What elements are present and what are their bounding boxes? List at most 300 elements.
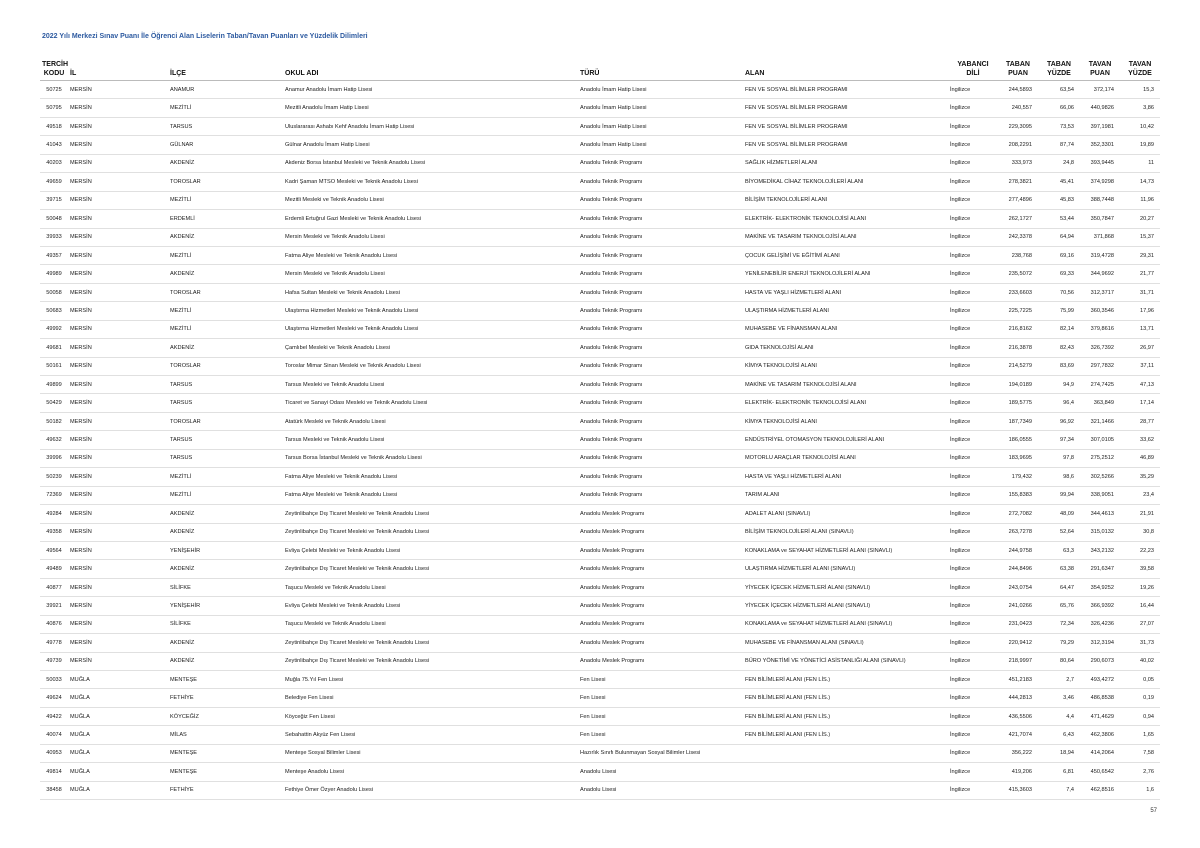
cell-ilce: FETHİYE	[168, 689, 283, 707]
cell-taban-puan: 262,1727	[998, 210, 1038, 228]
cell-il: MUĞLA	[68, 781, 168, 799]
cell-taban-yuzde: 6,43	[1038, 726, 1080, 744]
cell-tavan-puan: 319,4728	[1080, 246, 1120, 264]
table-row	[40, 523, 1160, 541]
cell-alan: YİYECEK İÇECEK HİZMETLERİ ALANI (SINAVLI)	[743, 578, 948, 596]
cell-okul: Sebahattin Akyüz Fen Lisesi	[283, 726, 578, 744]
cell-code: 39921	[40, 597, 68, 615]
cell-alan: FEN VE SOSYAL BİLİMLER PROGRAMI	[743, 136, 948, 154]
cell-code: 49357	[40, 246, 68, 264]
cell-taban-yuzde: 80,64	[1038, 652, 1080, 670]
cell-tavan-yuzde: 37,11	[1120, 357, 1160, 375]
cell-tavan-yuzde: 16,44	[1120, 597, 1160, 615]
cell-tavan-yuzde: 30,8	[1120, 523, 1160, 541]
cell-dil: İngilizce	[948, 302, 998, 320]
cell-tur: Anadolu Teknik Programı	[578, 265, 743, 283]
cell-taban-yuzde: 83,69	[1038, 357, 1080, 375]
col-header-taban-yuzde: TABAN YÜZDE	[1038, 55, 1080, 81]
cell-taban-puan: 451,2183	[998, 671, 1038, 689]
cell-il: MERSİN	[68, 191, 168, 209]
cell-dil: İngilizce	[948, 486, 998, 504]
cell-taban-yuzde: 69,33	[1038, 265, 1080, 283]
cell-taban-puan: 277,4896	[998, 191, 1038, 209]
cell-alan: FEN BİLİMLERİ ALANI (FEN LİS.)	[743, 671, 948, 689]
cell-alan: MAKİNE VE TASARIM TEKNOLOJİSİ ALANI	[743, 228, 948, 246]
cell-alan: FEN VE SOSYAL BİLİMLER PROGRAMI	[743, 99, 948, 117]
cell-il: MERSİN	[68, 173, 168, 191]
col-header-tur: TÜRÜ	[578, 55, 743, 81]
cell-code: 49778	[40, 634, 68, 652]
cell-taban-yuzde: 24,8	[1038, 154, 1080, 172]
cell-taban-puan: 218,9997	[998, 652, 1038, 670]
cell-tur: Anadolu Meslek Programı	[578, 597, 743, 615]
cell-taban-puan: 229,3095	[998, 117, 1038, 135]
cell-taban-yuzde: 2,7	[1038, 671, 1080, 689]
cell-tavan-puan: 291,6347	[1080, 560, 1120, 578]
cell-tavan-puan: 274,7425	[1080, 376, 1120, 394]
cell-il: MERSİN	[68, 210, 168, 228]
cell-il: MERSİN	[68, 320, 168, 338]
cell-code: 49739	[40, 652, 68, 670]
cell-taban-yuzde: 6,81	[1038, 763, 1080, 781]
cell-code: 49632	[40, 431, 68, 449]
cell-taban-yuzde: 45,83	[1038, 191, 1080, 209]
cell-dil: İngilizce	[948, 560, 998, 578]
cell-code: 50161	[40, 357, 68, 375]
table-row	[40, 376, 1160, 394]
cell-okul: Çamlıbel Mesleki ve Teknik Anadolu Lisesi	[283, 339, 578, 357]
cell-ilce: YENİŞEHİR	[168, 597, 283, 615]
cell-okul: Köyceğiz Fen Lisesi	[283, 707, 578, 725]
table-row	[40, 597, 1160, 615]
cell-taban-yuzde: 94,9	[1038, 376, 1080, 394]
cell-ilce: MENTEŞE	[168, 744, 283, 762]
cell-alan: MOTORLU ARAÇLAR TEKNOLOJİSİ ALANI	[743, 449, 948, 467]
cell-taban-puan: 333,973	[998, 154, 1038, 172]
cell-okul: Gülnar Anadolu İmam Hatip Lisesi	[283, 136, 578, 154]
cell-tavan-yuzde: 2,76	[1120, 763, 1160, 781]
table-row	[40, 431, 1160, 449]
cell-tavan-puan: 343,2132	[1080, 541, 1120, 559]
cell-tavan-puan: 344,4613	[1080, 505, 1120, 523]
cell-tur: Anadolu Meslek Programı	[578, 541, 743, 559]
cell-taban-yuzde: 96,4	[1038, 394, 1080, 412]
cell-code: 49681	[40, 339, 68, 357]
cell-okul: Tarsus Mesleki ve Teknik Anadolu Lisesi	[283, 431, 578, 449]
cell-tavan-yuzde: 40,02	[1120, 652, 1160, 670]
cell-taban-puan: 220,9412	[998, 634, 1038, 652]
cell-dil: İngilizce	[948, 99, 998, 117]
cell-dil: İngilizce	[948, 634, 998, 652]
table-row	[40, 173, 1160, 191]
cell-tavan-puan: 462,3806	[1080, 726, 1120, 744]
cell-alan: GIDA TEKNOLOJİSİ ALANI	[743, 339, 948, 357]
cell-dil: İngilizce	[948, 597, 998, 615]
cell-alan: FEN BİLİMLERİ ALANI (FEN LİS.)	[743, 726, 948, 744]
cell-tavan-puan: 440,9826	[1080, 99, 1120, 117]
table-row	[40, 246, 1160, 264]
cell-tavan-puan: 397,1981	[1080, 117, 1120, 135]
cell-tur: Anadolu Meslek Programı	[578, 523, 743, 541]
cell-taban-puan: 444,2813	[998, 689, 1038, 707]
col-header-alan: ALAN	[743, 55, 948, 81]
cell-tur: Anadolu Lisesi	[578, 781, 743, 799]
cell-okul: Kadri Şaman MTSO Mesleki ve Teknik Anadolu Lisesi	[283, 173, 578, 191]
cell-ilce: AKDENİZ	[168, 265, 283, 283]
cell-ilce: TARSUS	[168, 376, 283, 394]
cell-tavan-yuzde: 19,26	[1120, 578, 1160, 596]
cell-tur: Fen Lisesi	[578, 689, 743, 707]
cell-code: 49624	[40, 689, 68, 707]
cell-tur: Anadolu Meslek Programı	[578, 505, 743, 523]
cell-tur: Anadolu Meslek Programı	[578, 652, 743, 670]
cell-tavan-yuzde: 23,4	[1120, 486, 1160, 504]
cell-alan: ULAŞTIRMA HİZMETLERİ ALANI	[743, 302, 948, 320]
cell-tavan-yuzde: 27,07	[1120, 615, 1160, 633]
cell-il: MERSİN	[68, 99, 168, 117]
cell-dil: İngilizce	[948, 339, 998, 357]
cell-il: MERSİN	[68, 376, 168, 394]
cell-dil: İngilizce	[948, 615, 998, 633]
cell-tavan-puan: 372,174	[1080, 81, 1120, 99]
table-row	[40, 505, 1160, 523]
cell-alan: FEN VE SOSYAL BİLİMLER PROGRAMI	[743, 81, 948, 99]
page-number: 57	[1150, 808, 1157, 814]
cell-tavan-yuzde: 26,97	[1120, 339, 1160, 357]
table-row	[40, 541, 1160, 559]
cell-taban-yuzde: 63,54	[1038, 81, 1080, 99]
cell-dil: İngilizce	[948, 246, 998, 264]
cell-ilce: TOROSLAR	[168, 173, 283, 191]
cell-il: MUĞLA	[68, 763, 168, 781]
cell-taban-puan: 187,7349	[998, 412, 1038, 430]
cell-taban-puan: 244,5893	[998, 81, 1038, 99]
cell-taban-yuzde: 96,92	[1038, 412, 1080, 430]
cell-dil: İngilizce	[948, 283, 998, 301]
cell-taban-puan: 244,8496	[998, 560, 1038, 578]
cell-code: 40953	[40, 744, 68, 762]
table-row	[40, 302, 1160, 320]
cell-ilce: AKDENİZ	[168, 523, 283, 541]
cell-taban-puan: 189,5775	[998, 394, 1038, 412]
cell-taban-puan: 436,5506	[998, 707, 1038, 725]
cell-il: MUĞLA	[68, 689, 168, 707]
cell-ilce: YENİŞEHİR	[168, 541, 283, 559]
cell-tavan-puan: 414,2064	[1080, 744, 1120, 762]
cell-tur: Anadolu Teknik Programı	[578, 412, 743, 430]
cell-il: MERSİN	[68, 302, 168, 320]
cell-tavan-yuzde: 31,73	[1120, 634, 1160, 652]
cell-tur: Anadolu Teknik Programı	[578, 191, 743, 209]
cell-okul: Ulaştırma Hizmetleri Mesleki ve Teknik Anadolu Lisesi	[283, 302, 578, 320]
cell-ilce: MEZİTLİ	[168, 320, 283, 338]
cell-ilce: TOROSLAR	[168, 283, 283, 301]
cell-code: 40203	[40, 154, 68, 172]
cell-il: MERSİN	[68, 578, 168, 596]
table-row	[40, 81, 1160, 99]
cell-okul: Mersin Mesleki ve Teknik Anadolu Lisesi	[283, 228, 578, 246]
cell-ilce: ERDEMLİ	[168, 210, 283, 228]
cell-tavan-puan: 388,7448	[1080, 191, 1120, 209]
cell-taban-puan: 194,0189	[998, 376, 1038, 394]
cell-taban-yuzde: 63,38	[1038, 560, 1080, 578]
cell-taban-yuzde: 3,46	[1038, 689, 1080, 707]
cell-taban-puan: 186,0555	[998, 431, 1038, 449]
cell-taban-yuzde: 4,4	[1038, 707, 1080, 725]
cell-il: MERSİN	[68, 597, 168, 615]
cell-taban-puan: 241,0266	[998, 597, 1038, 615]
cell-dil: İngilizce	[948, 81, 998, 99]
cell-alan: ELEKTRİK- ELEKTRONİK TEKNOLOJİSİ ALANI	[743, 394, 948, 412]
cell-taban-puan: 263,7278	[998, 523, 1038, 541]
cell-dil: İngilizce	[948, 726, 998, 744]
cell-tavan-puan: 379,8616	[1080, 320, 1120, 338]
cell-ilce: MEZİTLİ	[168, 99, 283, 117]
cell-taban-yuzde: 98,6	[1038, 468, 1080, 486]
cell-code: 49489	[40, 560, 68, 578]
cell-code: 39933	[40, 228, 68, 246]
cell-tavan-puan: 462,8516	[1080, 781, 1120, 799]
cell-tur: Anadolu İmam Hatip Lisesi	[578, 136, 743, 154]
col-header-ilce: İLÇE	[168, 55, 283, 81]
table-header-row	[40, 55, 1160, 81]
cell-tavan-yuzde: 14,73	[1120, 173, 1160, 191]
cell-tur: Anadolu Teknik Programı	[578, 486, 743, 504]
cell-ilce: AKDENİZ	[168, 339, 283, 357]
cell-il: MERSİN	[68, 431, 168, 449]
cell-il: MERSİN	[68, 136, 168, 154]
cell-okul: Evliya Çelebi Mesleki ve Teknik Anadolu Lisesi	[283, 541, 578, 559]
cell-taban-puan: 242,3378	[998, 228, 1038, 246]
cell-tavan-puan: 315,0132	[1080, 523, 1120, 541]
cell-ilce: ANAMUR	[168, 81, 283, 99]
cell-tur: Anadolu Teknik Programı	[578, 210, 743, 228]
col-header-il: İL	[68, 55, 168, 81]
cell-il: MUĞLA	[68, 707, 168, 725]
cell-okul: Atatürk Mesleki ve Teknik Anadolu Lisesi	[283, 412, 578, 430]
cell-tavan-yuzde: 11,96	[1120, 191, 1160, 209]
cell-tavan-puan: 338,9051	[1080, 486, 1120, 504]
cell-il: MERSİN	[68, 357, 168, 375]
cell-alan: ADALET ALANI (SINAVLI)	[743, 505, 948, 523]
cell-tur: Anadolu Teknik Programı	[578, 228, 743, 246]
cell-ilce: AKDENİZ	[168, 634, 283, 652]
cell-tavan-puan: 275,2512	[1080, 449, 1120, 467]
cell-taban-yuzde: 64,94	[1038, 228, 1080, 246]
cell-taban-yuzde: 82,43	[1038, 339, 1080, 357]
cell-alan: KİMYA TEKNOLOJİSİ ALANI	[743, 412, 948, 430]
cell-okul: Fethiye Ömer Özyer Anadolu Lisesi	[283, 781, 578, 799]
col-header-tavan-yuzde: TAVAN YÜZDE	[1120, 55, 1160, 81]
cell-taban-yuzde: 72,34	[1038, 615, 1080, 633]
cell-tavan-yuzde: 17,96	[1120, 302, 1160, 320]
cell-il: MERSİN	[68, 541, 168, 559]
cell-taban-puan: 216,8162	[998, 320, 1038, 338]
cell-tur: Anadolu Teknik Programı	[578, 283, 743, 301]
table-row	[40, 339, 1160, 357]
cell-taban-yuzde: 66,06	[1038, 99, 1080, 117]
cell-dil: İngilizce	[948, 763, 998, 781]
cell-taban-yuzde: 87,74	[1038, 136, 1080, 154]
cell-taban-yuzde: 64,47	[1038, 578, 1080, 596]
cell-alan: HASTA VE YAŞLI HİZMETLERİ ALANI	[743, 283, 948, 301]
cell-taban-yuzde: 48,09	[1038, 505, 1080, 523]
cell-ilce: AKDENİZ	[168, 228, 283, 246]
cell-ilce: MEZİTLİ	[168, 486, 283, 504]
cell-okul: Zeytinlibahçe Dış Ticaret Mesleki ve Teknik Anadolu Lisesi	[283, 560, 578, 578]
cell-taban-yuzde: 52,64	[1038, 523, 1080, 541]
cell-tur: Fen Lisesi	[578, 726, 743, 744]
cell-tavan-puan: 354,9252	[1080, 578, 1120, 596]
cell-tur: Anadolu Teknik Programı	[578, 339, 743, 357]
cell-alan: ÇOCUK GELİŞİMİ VE EĞİTİMİ ALANI	[743, 246, 948, 264]
cell-alan: YİYECEK İÇECEK HİZMETLERİ ALANI (SINAVLI)	[743, 597, 948, 615]
cell-tavan-puan: 302,5266	[1080, 468, 1120, 486]
cell-taban-yuzde: 97,34	[1038, 431, 1080, 449]
cell-okul: Taşucu Mesleki ve Teknik Anadolu Lisesi	[283, 615, 578, 633]
cell-taban-puan: 235,5072	[998, 265, 1038, 283]
cell-taban-yuzde: 53,44	[1038, 210, 1080, 228]
cell-tavan-puan: 350,7847	[1080, 210, 1120, 228]
cell-ilce: MEZİTLİ	[168, 191, 283, 209]
table-row	[40, 726, 1160, 744]
cell-dil: İngilizce	[948, 449, 998, 467]
cell-tavan-yuzde: 15,37	[1120, 228, 1160, 246]
cell-taban-puan: 183,9695	[998, 449, 1038, 467]
table-row	[40, 560, 1160, 578]
cell-alan: FEN BİLİMLERİ ALANI (FEN LİS.)	[743, 689, 948, 707]
cell-tur: Anadolu Teknik Programı	[578, 394, 743, 412]
cell-tur: Anadolu Teknik Programı	[578, 320, 743, 338]
table-row	[40, 154, 1160, 172]
cell-alan: ULAŞTIRMA HİZMETLERİ ALANI (SINAVLI)	[743, 560, 948, 578]
cell-taban-yuzde: 73,53	[1038, 117, 1080, 135]
cell-okul: Ticaret ve Sanayi Odası Mesleki ve Teknik Anadolu Lisesi	[283, 394, 578, 412]
cell-okul: Zeytinlibahçe Dış Ticaret Mesleki ve Teknik Anadolu Lisesi	[283, 523, 578, 541]
cell-taban-yuzde: 65,76	[1038, 597, 1080, 615]
cell-tur: Anadolu İmam Hatip Lisesi	[578, 99, 743, 117]
cell-dil: İngilizce	[948, 154, 998, 172]
cell-taban-puan: 155,8383	[998, 486, 1038, 504]
cell-taban-yuzde: 82,14	[1038, 320, 1080, 338]
cell-tur: Anadolu Teknik Programı	[578, 154, 743, 172]
cell-okul: Erdemli Ertuğrul Gazi Mesleki ve Teknik Anadolu Lisesi	[283, 210, 578, 228]
cell-dil: İngilizce	[948, 541, 998, 559]
cell-tavan-yuzde: 39,58	[1120, 560, 1160, 578]
cell-tur: Anadolu Teknik Programı	[578, 376, 743, 394]
cell-dil: İngilizce	[948, 523, 998, 541]
cell-taban-puan: 238,768	[998, 246, 1038, 264]
cell-dil: İngilizce	[948, 707, 998, 725]
cell-alan: MUHASEBE VE FİNANSMAN ALANI (SINAVLI)	[743, 634, 948, 652]
table-row	[40, 117, 1160, 135]
cell-okul: Hafsa Sultan Mesleki ve Teknik Anadolu Lisesi	[283, 283, 578, 301]
cell-tur: Anadolu Meslek Programı	[578, 634, 743, 652]
cell-tavan-yuzde: 11	[1120, 154, 1160, 172]
cell-alan: BÜRO YÖNETİMİ VE YÖNETİCİ ASİSTANLIĞI ALANI (SINAVLI)	[743, 652, 948, 670]
cell-tavan-puan: 471,4629	[1080, 707, 1120, 725]
cell-dil: İngilizce	[948, 320, 998, 338]
cell-tur: Anadolu Lisesi	[578, 763, 743, 781]
cell-ilce: MİLAS	[168, 726, 283, 744]
cell-taban-puan: 419,206	[998, 763, 1038, 781]
cell-ilce: MENTEŞE	[168, 763, 283, 781]
cell-code: 49422	[40, 707, 68, 725]
cell-code: 49992	[40, 320, 68, 338]
cell-tavan-puan: 360,3546	[1080, 302, 1120, 320]
cell-il: MERSİN	[68, 228, 168, 246]
table-body	[40, 81, 1160, 800]
cell-il: MERSİN	[68, 265, 168, 283]
cell-tavan-yuzde: 19,89	[1120, 136, 1160, 154]
cell-alan: KONAKLAMA ve SEYAHAT HİZMETLERİ ALANI (SINAVLI)	[743, 615, 948, 633]
cell-tavan-yuzde: 33,62	[1120, 431, 1160, 449]
cell-tavan-yuzde: 31,71	[1120, 283, 1160, 301]
cell-code: 50683	[40, 302, 68, 320]
cell-tavan-puan: 312,3717	[1080, 283, 1120, 301]
cell-taban-puan: 278,3821	[998, 173, 1038, 191]
scores-table	[40, 55, 1160, 800]
cell-taban-yuzde: 69,16	[1038, 246, 1080, 264]
cell-dil: İngilizce	[948, 431, 998, 449]
cell-alan: FEN BİLİMLERİ ALANI (FEN LİS.)	[743, 707, 948, 725]
cell-ilce: TARSUS	[168, 431, 283, 449]
cell-code: 41043	[40, 136, 68, 154]
cell-alan: KONAKLAMA ve SEYAHAT HİZMETLERİ ALANI (SINAVLI)	[743, 541, 948, 559]
cell-code: 49564	[40, 541, 68, 559]
cell-dil: İngilizce	[948, 468, 998, 486]
cell-code: 50033	[40, 671, 68, 689]
cell-code: 50182	[40, 412, 68, 430]
cell-taban-puan: 240,557	[998, 99, 1038, 117]
cell-dil: İngilizce	[948, 689, 998, 707]
cell-tavan-yuzde: 29,31	[1120, 246, 1160, 264]
cell-alan: BİLİŞİM TEKNOLOJİLERİ ALANI	[743, 191, 948, 209]
cell-tavan-puan: 366,9392	[1080, 597, 1120, 615]
table-row	[40, 468, 1160, 486]
table-row	[40, 671, 1160, 689]
cell-tavan-puan: 393,9445	[1080, 154, 1120, 172]
cell-ilce: MENTEŞE	[168, 671, 283, 689]
cell-ilce: MEZİTLİ	[168, 302, 283, 320]
cell-dil: İngilizce	[948, 228, 998, 246]
table-row	[40, 357, 1160, 375]
cell-taban-yuzde: 70,56	[1038, 283, 1080, 301]
cell-tavan-puan: 326,7392	[1080, 339, 1120, 357]
cell-taban-yuzde: 18,94	[1038, 744, 1080, 762]
cell-il: MUĞLA	[68, 726, 168, 744]
cell-dil: İngilizce	[948, 412, 998, 430]
cell-okul: Tarsus Mesleki ve Teknik Anadolu Lisesi	[283, 376, 578, 394]
cell-dil: İngilizce	[948, 744, 998, 762]
table-row	[40, 136, 1160, 154]
cell-taban-yuzde: 79,29	[1038, 634, 1080, 652]
cell-dil: İngilizce	[948, 376, 998, 394]
table-row	[40, 228, 1160, 246]
cell-il: MERSİN	[68, 81, 168, 99]
cell-tavan-puan: 326,4236	[1080, 615, 1120, 633]
cell-code: 38458	[40, 781, 68, 799]
col-header-code: TERCİH KODU	[40, 55, 68, 81]
col-header-okul: OKUL ADI	[283, 55, 578, 81]
cell-tavan-yuzde: 20,27	[1120, 210, 1160, 228]
cell-alan: YENİLENEBİLİR ENERJİ TEKNOLOJİLERİ ALANI	[743, 265, 948, 283]
table-row	[40, 412, 1160, 430]
cell-tur: Anadolu Teknik Programı	[578, 468, 743, 486]
cell-taban-yuzde: 63,3	[1038, 541, 1080, 559]
cell-alan	[743, 763, 948, 781]
cell-code: 40877	[40, 578, 68, 596]
